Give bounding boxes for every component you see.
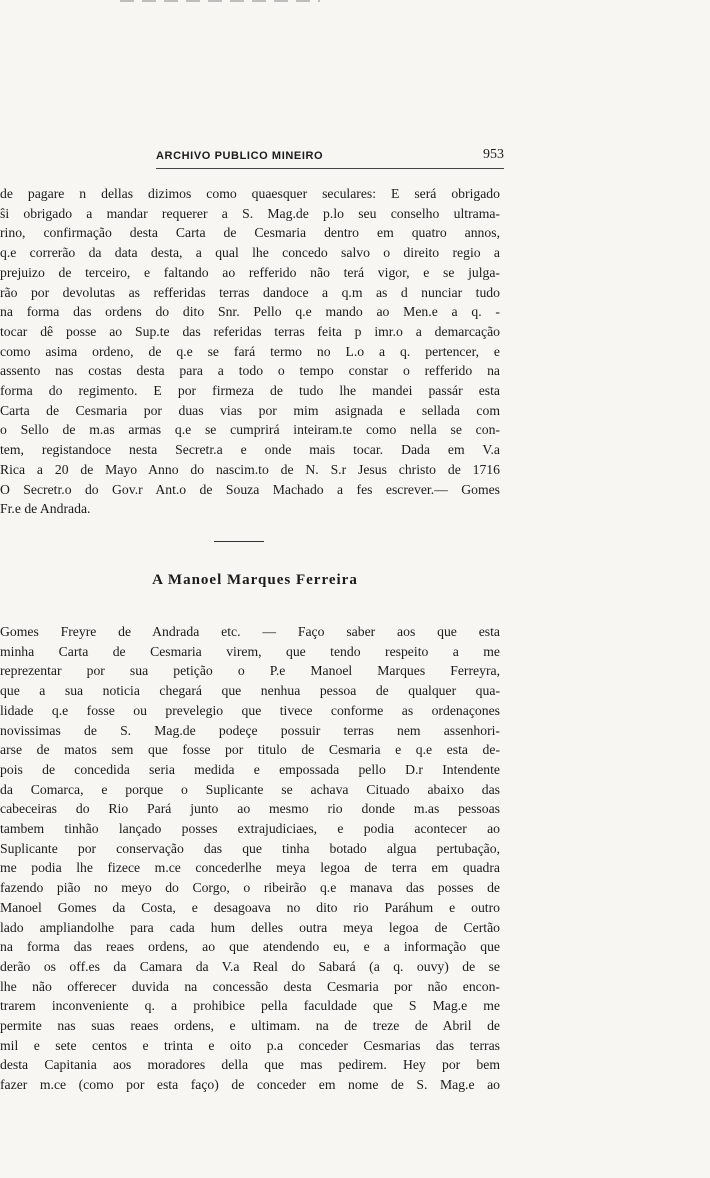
text-line: lhe não offerecer duvida na concessão desta Cesmaria por não encon- <box>0 978 500 994</box>
text-line: Rica a 20 de Mayo Anno do nascim.to de N. S.r Jesus christo de 1716 <box>0 461 500 477</box>
header-title: ARCHIVO PUBLICO MINEIRO <box>156 150 324 162</box>
text-line: que a sua noticia chegará que nenhua pessoa de qualquer qua- <box>0 683 500 699</box>
text-line: assento nas costas desta para a todo o tempo constar o refferido na <box>0 363 500 379</box>
text-line: mil e sete centos e trinta e oito p.a conceder Cesmarias das terras <box>0 1037 500 1053</box>
text-line: pois de concedida seria medida e empossada pello D.r Intendente <box>0 761 500 777</box>
text-line: desta Capitania aos moradores della que mas pedirem. Hey por bem <box>0 1057 500 1073</box>
text-line: como asima ordeno, de q.e se fará termo no L.o a q. pertencer, e <box>0 343 500 359</box>
text-line: rão por devolutas as refferidas terras dandoce a q.m as d nunciar tudo <box>0 284 500 300</box>
text-line: tem, registandoce nesta Secretr.a e onde mais tocar. Dada em V.a <box>0 442 500 458</box>
running-header <box>156 147 504 172</box>
text-line: cabeceiras do Rio Pará junto ao mesmo rio donde m.as pessoas <box>0 801 500 817</box>
text-line: q.e correrão da data desta, a qual lhe concedo salvo o direito regio a <box>0 245 500 261</box>
page-number: 953 <box>483 147 504 162</box>
text-line: prejuizo de terceiro, e faltando ao refferido não terá vigor, e se julga- <box>0 264 500 280</box>
text-line: na forma das ordens do dito Snr. Pello q.e mando ao Men.e a q. - <box>0 304 500 320</box>
text-line: tocar dê posse ao Sup.te das referidas terras feita p imr.o a demarcação <box>0 323 500 339</box>
text-line: na forma das reaes ordens, ao que atendendo eu, e a informação que <box>0 939 500 955</box>
text-line: novissimas de S. Mag.de podeçe possuir terras nem assenhori- <box>0 722 500 738</box>
text-line: Carta de Cesmaria por duas vias por mim asignada e sellada com <box>0 402 500 418</box>
text-line: Suplicante por conservação das que tinha botado algua pertubação, <box>0 840 500 856</box>
text-line: Gomes Freyre de Andrada etc. — Faço saber aos que esta <box>0 624 500 639</box>
text-line: Manoel Gomes da Costa, e desagoava no dito rio Paráhum e outro <box>0 899 500 915</box>
text-line: lidade q.e fosse ou prevelegio que tivece conforme as ordenaçones <box>0 702 500 718</box>
paragraph-1 <box>0 184 500 519</box>
text-line: da Comarca, e porque o Suplicante se achava Cituado abaixo das <box>0 781 500 797</box>
text-line: Fr.e de Andrada. <box>0 501 91 517</box>
text-line: o Sello de m.as armas q.e se cumprirá inteiram.te como nella se con- <box>0 422 500 438</box>
text-line: fazer m.ce (como por esta faço) de conceder em nome de S. Mag.e ao <box>0 1077 500 1093</box>
text-line: lado ampliandolhe para cada hum delles outra meya legoa de Certão <box>0 919 500 935</box>
text-line: me podia lhe fizece m.ce concederlhe meya legoa de terra em quadra <box>0 860 500 876</box>
text-line: derão os off.es da Camara da V.a Real do Sabará (a q. ouvy) de se <box>0 958 500 974</box>
text-line: reprezentar por sua petição o P.e Manoel Marques Ferreyra, <box>0 663 500 679</box>
text-line: arse de matos sem que fosse por titulo de Cesmaria e q.e esta de- <box>0 742 500 758</box>
section-divider <box>214 541 264 542</box>
text-line: O Secretr.o do Gov.r Ant.o de Souza Machado a fes escrever.— Gomes <box>0 481 500 497</box>
text-line: minha Carta de Cesmaria virem, que tendo respeito a me <box>0 643 500 659</box>
header-rule <box>156 168 504 169</box>
text-line: forma do regimento. E por firmeza de tudo lhe mandei passár esta <box>0 383 500 399</box>
text-line: ŝi obrigado a mandar requerer a S. Mag.de p.lo seu conselho ultrama- <box>0 205 500 221</box>
text-line: rino, confirmação desta Carta de Cesmaria dentro em quatro annos, <box>0 225 500 241</box>
text-line: permite nas suas reaes ordens, e ultimam. na de treze de Abril de <box>0 1018 500 1034</box>
text-line: tambem tinhão lançado posses extrajudiciaes, e podia acontecer ao <box>0 821 500 837</box>
text-line: trarem inconveniente q. a prohibice pella faculdade que S Mag.e me <box>0 998 500 1014</box>
top-edge-mark <box>120 0 320 2</box>
paragraph-2 <box>0 622 500 1095</box>
section-heading: A Manoel Marques Ferreira <box>152 572 358 588</box>
text-line: de pagare n dellas dizimos como quaesquer seculares: E será obrigado <box>0 186 500 201</box>
text-line: fazendo pião no meyo do Corgo, o ribeirão q.e manava das posses de <box>0 880 500 896</box>
